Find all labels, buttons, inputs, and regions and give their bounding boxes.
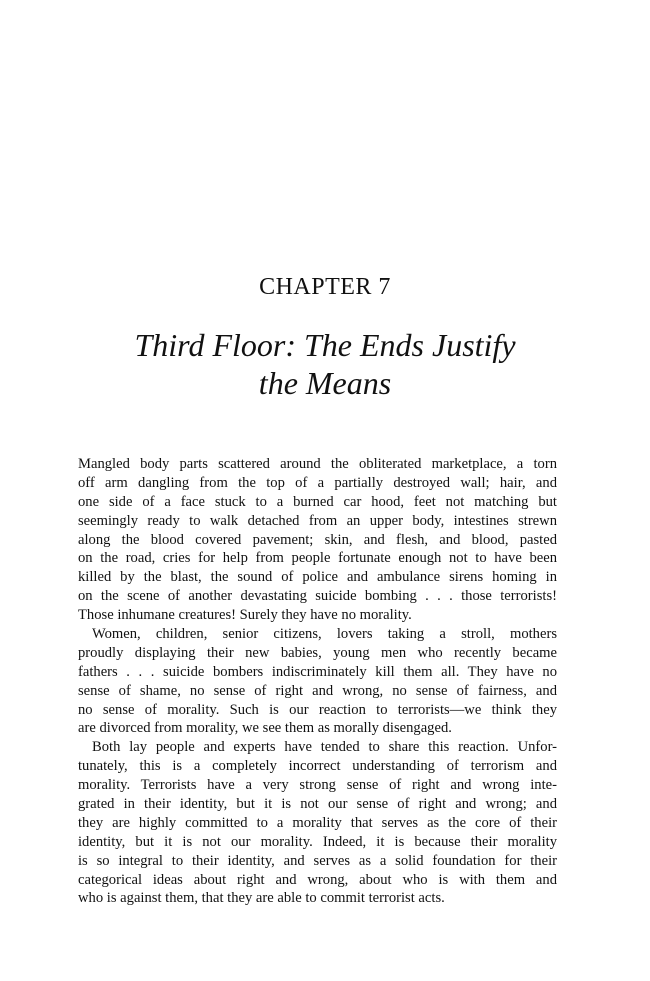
text-line: morality. Terrorists have a very strong sense of right and wrong inte- [78, 777, 557, 794]
text-line: seemingly ready to walk detached from an upper body, intestines strewn [78, 512, 557, 529]
text-line: on the scene of another devastating suicide bombing . . . those terrorists! [78, 588, 557, 605]
text-line: fathers . . . suicide bombers indiscriminately kill them all. They have no [78, 663, 557, 680]
text-line: is so integral to their identity, and serves as a solid foundation for their [78, 852, 557, 869]
text-line: who is against them, that they are able to commit terrorist acts. [78, 890, 445, 907]
text-line: grated in their identity, but it is not our sense of right and wrong; and [78, 796, 557, 813]
text-line: proudly displaying their new babies, young men who recently became [78, 644, 557, 661]
text-line: Those inhumane creatures! Surely they have no morality. [78, 607, 412, 624]
text-line: they are highly committed to a morality that serves as the core of their [78, 814, 557, 831]
text-line: Women, children, senior citizens, lovers taking a stroll, mothers [92, 626, 557, 643]
chapter-label: CHAPTER 7 [259, 274, 391, 300]
text-line: killed by the blast, the sound of police and ambulance sirens homing in [78, 569, 557, 586]
chapter-title-line-2: the Means [258, 365, 392, 401]
text-line: are divorced from morality, we see them as morally disengaged. [78, 720, 452, 737]
text-line: one side of a face stuck to a burned car hood, feet not matching but [78, 493, 557, 510]
text-line: sense of shame, no sense of right and wrong, no sense of fairness, and [78, 682, 557, 699]
paragraph-3 [78, 738, 557, 908]
text-line: off arm dangling from the top of a partially destroyed wall; hair, and [78, 474, 557, 491]
text-line: Mangled body parts scattered around the obliterated marketplace, a torn [78, 456, 557, 472]
text-line: categorical ideas about right and wrong, about who is with them and [78, 871, 557, 888]
text-line: on the road, cries for help from people fortunate enough not to have been [78, 550, 557, 567]
text-line: tunately, this is a completely incorrect understanding of terrorism and [78, 758, 557, 775]
paragraph-1 [78, 455, 557, 625]
paragraph-2 [78, 625, 557, 738]
text-line: identity, but it is not our morality. Indeed, it is because their morality [78, 833, 557, 850]
text-line: no sense of morality. Such is our reaction to terrorists—we think they [78, 701, 557, 718]
text-line: along the blood covered pavement; skin, and flesh, and blood, pasted [78, 531, 557, 548]
text-line: Both lay people and experts have tended to share this reaction. Unfor- [92, 739, 557, 756]
chapter-title [60, 326, 590, 402]
body-text [78, 455, 557, 908]
chapter-title-line-1: Third Floor: The Ends Justify [134, 327, 516, 363]
